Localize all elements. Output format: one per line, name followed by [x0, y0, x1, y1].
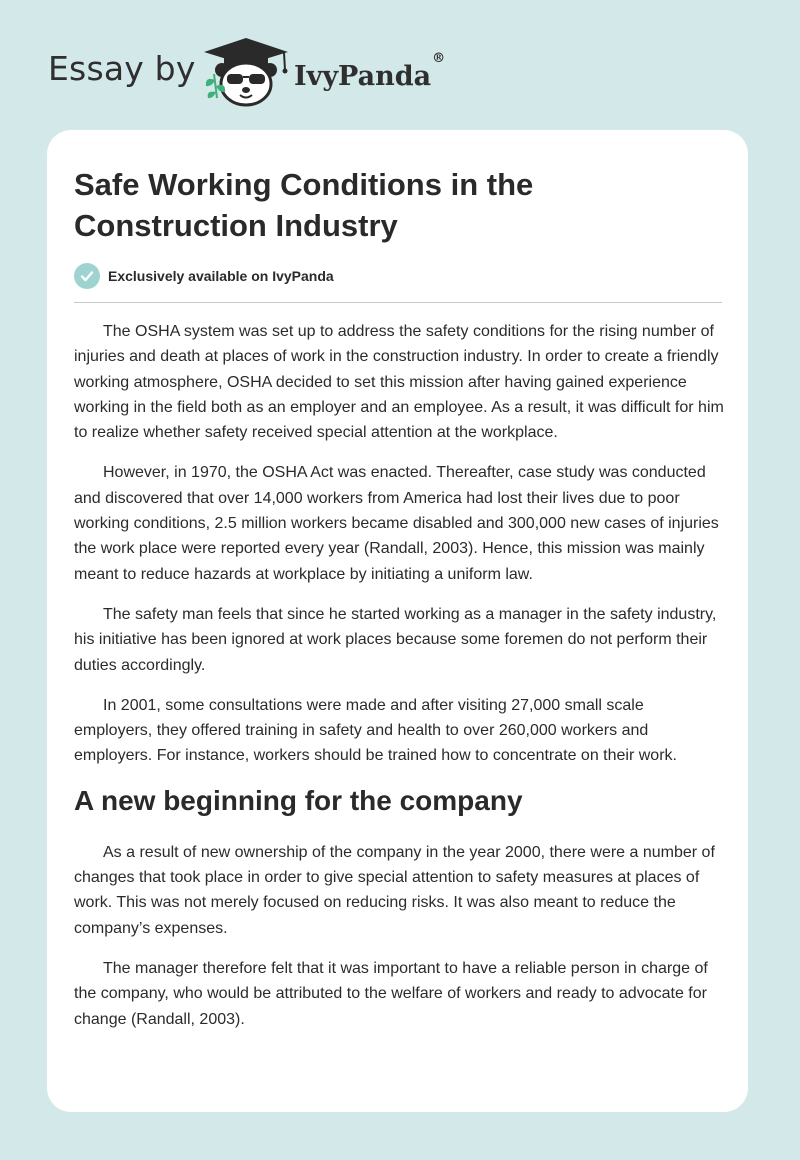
essay-card — [47, 130, 748, 1112]
section-heading: A new beginning for the company — [74, 784, 523, 816]
page-title: Safe Working Conditions in the Construction Industry — [74, 167, 534, 243]
check-icon — [74, 263, 100, 289]
paragraph: As a result of new ownership of the company in the year 2000, there were a number of changes that took place in order to give special attention to safety measures at places of work. This was not merely focused on reducing risks. It was also meant to reduce the company’s expenses. — [74, 843, 715, 937]
brand-logo-text[interactable]: IvyPanda® — [294, 51, 446, 92]
divider — [74, 302, 722, 303]
essay-by-label: Essay by — [48, 49, 196, 88]
paragraph: In 2001, some consultations were made and after visiting 27,000 small scale employers, they offered training in safety and health to over 260,000 workers and employers. For instance, workers should be trained how to concentrate on their work. — [74, 696, 677, 765]
exclusive-notice — [74, 263, 334, 289]
panda-graduate-icon[interactable] — [200, 36, 292, 108]
paragraph: The safety man feels that since he started working as a manager in the safety industry, his initiative has been ignored at work places because some foremen do not perform their duties accordingly. — [74, 605, 717, 674]
paragraph: The OSHA system was set up to address the safety conditions for the rising number of injuries and death at places of work in the construction industry. In order to create a friendly working atmosphere, OSHA decided to set this mission after having gained experience working in the field both as an employer and an employee. As a result, it was difficult for him to realize whether safety received special attention at the workplace. — [74, 323, 724, 442]
essay-body — [74, 319, 724, 1047]
exclusive-label: Exclusively available on IvyPanda — [108, 268, 334, 284]
site-header — [0, 0, 800, 130]
paragraph: The manager therefore felt that it was important to have a reliable person in charge of the company, who would be attributed to the welfare of workers and ready to advocate for change (Randall, 2003). — [74, 959, 708, 1028]
paragraph: However, in 1970, the OSHA Act was enacted. Thereafter, case study was conducted and discovered that over 14,000 workers from America had lost their lives due to poor working conditions, 2.5 million workers became disabled and 300,000 new cases of injuries the work place were reported every year (Randall, 2003). Hence, this mission was mainly meant to reduce hazards at workplace by initiating a uniform law. — [74, 464, 719, 583]
